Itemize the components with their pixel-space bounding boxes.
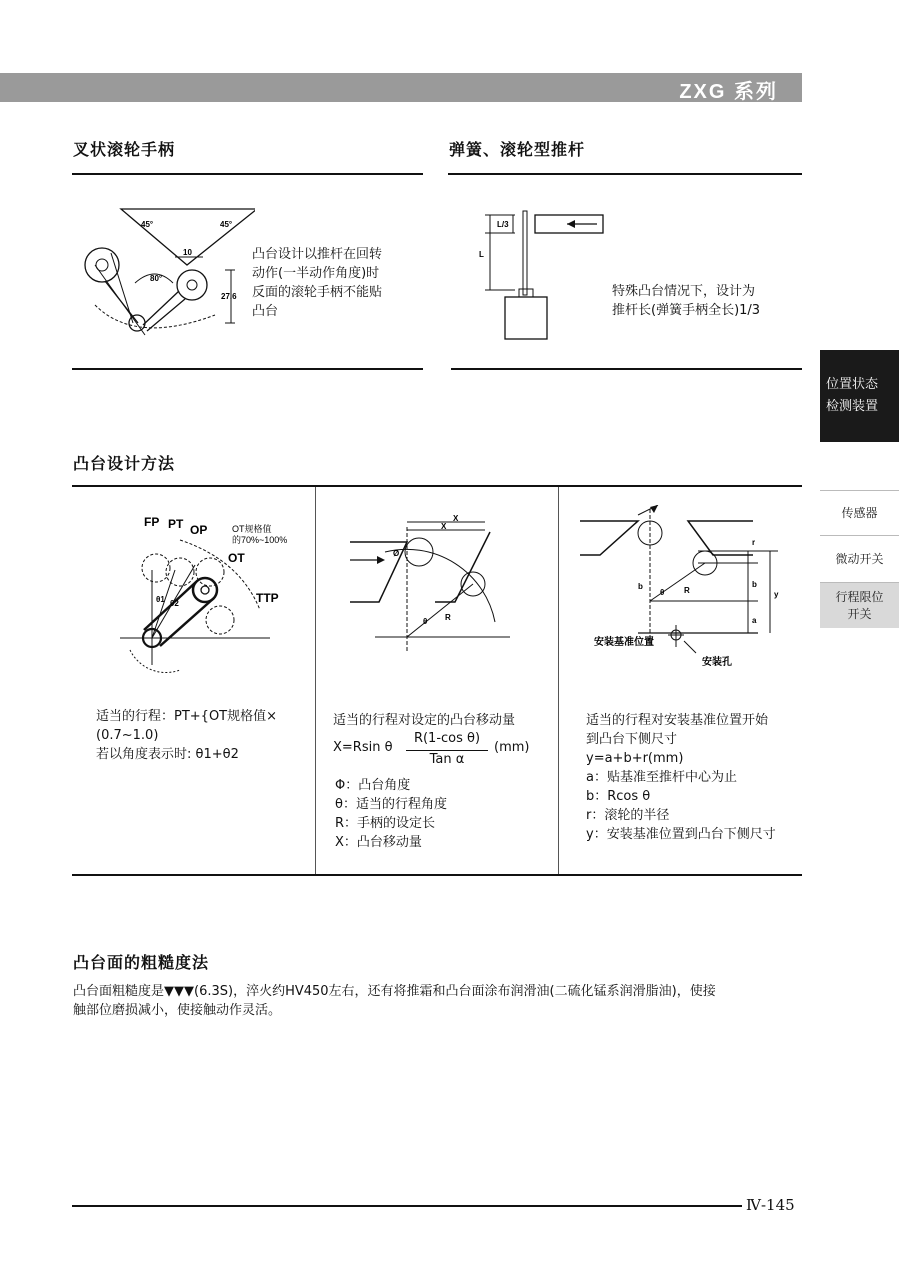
cam-col2-formula-num: R(1-cos θ) — [413, 731, 481, 746]
desc-line: 凸台 — [252, 304, 279, 319]
cam-col1-diagram — [120, 510, 310, 680]
divider — [72, 368, 423, 370]
fraction-bar — [406, 750, 488, 751]
text-line: 若以角度表示时: θ1+θ2 — [96, 747, 239, 762]
cam-col1-label: θ1 — [156, 595, 165, 604]
text-line: Φ：凸台角度 — [335, 778, 411, 793]
cam-col3-label: b — [638, 582, 643, 591]
cam-col3-label: a — [752, 616, 757, 625]
desc-line: 反面的滚轮手柄不能贴 — [252, 285, 383, 300]
sidebar-active-label: 位置状态 — [826, 377, 879, 392]
text-line: 触部位磨损减小，使接触动作灵活。 — [73, 1003, 282, 1018]
cam-col1-label: OT规格值 — [232, 524, 272, 534]
cam-col1-label: FP — [144, 515, 160, 529]
fork-roller-title: 叉状滚轮手柄 — [73, 140, 176, 159]
text-line: y：安装基准位置到凸台下侧尺寸 — [586, 827, 776, 842]
cam-col1-label: OT — [228, 551, 245, 565]
cam-col2-label: R — [445, 613, 451, 622]
cam-col2-label: X — [453, 514, 459, 523]
divider — [72, 173, 423, 175]
spring-plunger-desc — [612, 282, 760, 320]
cam-col2-label: θ — [423, 617, 428, 626]
desc-line: 特殊凸台情况下，设计为 — [612, 284, 756, 299]
text-line: R：手柄的设定长 — [335, 816, 436, 831]
text-line: a：贴基准至推杆中心为止 — [586, 770, 737, 785]
cam-col3-diagram — [578, 505, 793, 675]
sidebar-active-tab[interactable] — [820, 350, 899, 442]
cam-col3-label: b — [752, 580, 757, 589]
spring-plunger-title: 弹簧、滚轮型推杆 — [449, 140, 586, 159]
sidebar-item-micro-switch[interactable]: 微动开关 — [820, 535, 899, 582]
desc-line: 凸台设计以推杆在回转 — [252, 247, 383, 262]
page-number: Ⅳ-145 — [746, 1196, 795, 1214]
cam-col2-defs — [335, 776, 447, 852]
cam-col2-diagram — [345, 512, 510, 657]
cam-col1-label: PT — [168, 517, 184, 531]
cam-col3-label: θ — [660, 588, 665, 597]
fork-roller-label: 45° — [220, 220, 233, 229]
divider — [72, 874, 802, 876]
text-line: r：滚轮的半径 — [586, 808, 670, 823]
text-line: 适当的行程对安装基准位置开始 — [586, 713, 769, 728]
text-line: θ：适当的行程角度 — [335, 797, 447, 812]
cam-design-title: 凸台设计方法 — [73, 454, 176, 473]
cam-col3-label: R — [684, 586, 690, 595]
text-line: (0.7~1.0) — [96, 728, 159, 743]
sidebar-active-label: 检测装置 — [826, 399, 879, 414]
spring-plunger-label: L/3 — [497, 220, 509, 229]
spring-plunger-label: L — [479, 250, 484, 259]
text-line: 适当的行程：PT+{OT规格值× — [96, 709, 278, 724]
spring-plunger-diagram — [475, 205, 615, 345]
sidebar-item-label: 开关 — [847, 607, 872, 621]
cam-col3-label: 安装基准位置 — [594, 637, 654, 648]
sidebar-item-label: 行程限位 — [835, 590, 884, 604]
cam-col2-label: Ø — [393, 549, 400, 558]
divider — [72, 485, 802, 487]
text-line: b：Rcos θ — [586, 789, 651, 804]
cam-col1-text — [96, 707, 277, 764]
fork-roller-label: 10 — [183, 248, 192, 257]
cam-col3-text — [586, 711, 776, 844]
cam-col2-label: X — [441, 522, 447, 531]
desc-line: 动作(一半动作角度)时 — [252, 266, 380, 281]
desc-line: 推杆长(弹簧手柄全长)1/3 — [612, 303, 761, 318]
sidebar-item-sensor[interactable]: 传感器 — [820, 490, 899, 535]
fork-roller-label: 45° — [141, 220, 154, 229]
cam-col3-label: r — [752, 538, 756, 547]
divider — [448, 173, 802, 175]
cam-col1-label: 的70%~100% — [232, 535, 288, 545]
cam-col3-label: 安装孔 — [702, 657, 732, 668]
cam-col2-formula-left: X=Rsin θ — [333, 740, 393, 755]
fork-roller-diagram — [75, 205, 255, 345]
fork-roller-desc — [252, 245, 382, 321]
cam-col2-heading: 适当的行程对设定的凸台移动量 — [333, 713, 516, 728]
fork-roller-label: 27.6 — [221, 292, 237, 301]
text-line: y=a+b+r(mm) — [586, 751, 684, 766]
cam-col1-label: TTP — [256, 591, 279, 605]
column-divider — [315, 487, 316, 875]
cam-col1-label: OP — [190, 523, 208, 537]
roughness-text — [73, 982, 808, 1020]
text-line: 凸台面粗糙度是▼▼▼(6.3S)，淬火约HV450左右，还有将推霜和凸台面涂布润滑油(二硫化锰系润滑脂油)，使接 — [73, 984, 716, 999]
cam-col2-formula-den: Tan α — [429, 752, 465, 767]
cam-col1-label: θ2 — [170, 599, 179, 608]
series-title: ZXG 系列 — [679, 81, 778, 103]
fork-roller-label: 80° — [150, 274, 163, 283]
divider — [451, 368, 802, 370]
roughness-title: 凸台面的粗糙度法 — [73, 953, 210, 972]
text-line: 到凸台下侧尺寸 — [586, 732, 678, 747]
series-header-bar — [0, 73, 802, 102]
sidebar-item-limit-switch[interactable] — [820, 582, 899, 628]
cam-col2-formula-unit: (mm) — [494, 740, 530, 755]
cam-col3-label: y — [774, 590, 779, 599]
text-line: X：凸台移动量 — [335, 835, 422, 850]
column-divider — [558, 487, 559, 875]
footer-rule — [72, 1205, 742, 1207]
